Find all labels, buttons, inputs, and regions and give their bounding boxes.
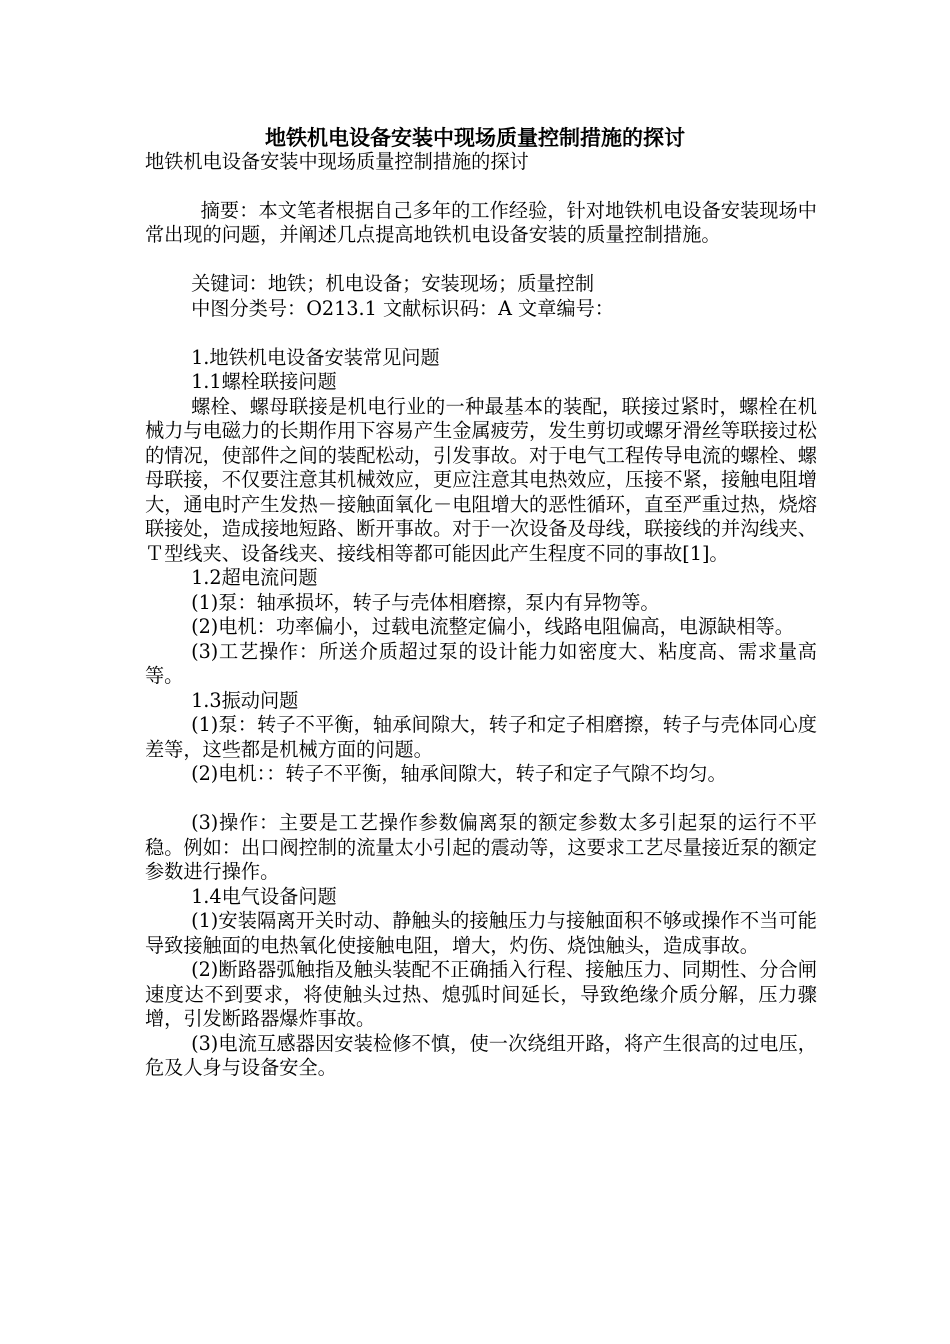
classification-line: 中图分类号：O213.1 文献标识码：A 文章编号：	[191, 296, 614, 320]
section-1-2-item-2: (2)电机：功率偏小，过载电流整定偏小，线路电阻偏高，电源缺相等。	[191, 615, 794, 638]
abstract-paragraph: 摘要：本文笔者根据自己多年的工作经验，针对地铁机电设备安装现场中常出现的问题，并阐述几点提高地铁机电设备安装的质量控制措施。	[145, 198, 817, 246]
spacer	[145, 187, 817, 199]
section-1-3-item-2: (2)电机：：转子不平衡，轴承间隙大，转子和定子气隙不均匀。	[191, 762, 727, 785]
spacer	[145, 787, 817, 812]
spacer	[145, 175, 817, 187]
section-1-2-item-3: (3)工艺操作：所送介质超过泵的设计能力如密度大、粘度高、需求量高等。	[145, 639, 817, 687]
section-1-heading: 1.地铁机电设备安装常见问题	[191, 345, 440, 369]
spacer	[145, 321, 817, 346]
document-subtitle: 地铁机电设备安装中现场质量控制措施的探讨	[145, 150, 529, 173]
section-1-4-heading: 1.4电气设备问题	[191, 884, 337, 908]
document-title: 地铁机电设备安装中现场质量控制措施的探讨	[265, 126, 685, 150]
section-1-3-item-1: (1)泵：转子不平衡，轴承间隙大，转子和定子相磨擦，转子与壳体同心度差等，这些都是机械方面的问题。	[145, 713, 817, 761]
section-1-4-item-1: (1)安装隔离开关时动、静触头的接触压力与接触面积不够或操作不当可能导致接触面的电热氧化使接触电阻，增大，灼伤、烧蚀触头，造成事故。	[145, 909, 817, 957]
section-1-2-item-1: (1)泵：轴承损坏，转子与壳体相磨擦，泵内有异物等。	[191, 590, 660, 614]
section-1-3-item-3: (3)操作：主要是工艺操作参数偏离泵的额定参数太多引起泵的运行不平稳。例如：出口阀控制的流量太小引起的震动等，这要求工艺尽量接近泵的额定参数进行操作。	[145, 811, 817, 883]
keywords-line: 关键词：地铁；机电设备；安装现场；质量控制	[191, 272, 595, 295]
spacer	[145, 248, 817, 273]
document-body	[145, 150, 817, 1081]
section-1-1-paragraph: 螺栓、螺母联接是机电行业的一种最基本的装配，联接过紧时，螺栓在机械力与电磁力的长期作用下容易产生金属疲劳，发生剪切或螺牙滑丝等联接过松的情况，使部件之间的装配松动，引发事故。对于电气工程传导电流的螺栓、螺母联接，不仅要注意其机械效应，更应注意其电热效应，压接不紧，接触电阻增大，通电时产生发热－接触面氧化－电阻增大的恶性循环，直至严重过热，烧熔联接处，造成接地短路、断开事故。对于一次设备及母线，联接线的并沟线夹、Ｔ型线夹、设备线夹、接线相等都可能因此产生程度不同的事故[1]。	[145, 394, 817, 565]
section-1-1-heading: 1.1螺栓联接问题	[191, 370, 337, 393]
section-1-4-item-3: (3)电流互感器因安装检修不慎，使一次绕组开路，将产生很高的过电压，危及人身与设备安全。	[145, 1031, 817, 1079]
section-1-3-heading: 1.3振动问题	[191, 688, 299, 712]
section-1-4-item-2: (2)断路器弧触指及触头装配不正确插入行程、接触压力、同期性、分合闸速度达不到要求，将使触头过热、熄弧时间延长，导致绝缘介质分解，压力骤增，引发断路器爆炸事故。	[145, 958, 817, 1030]
section-1-2-heading: 1.2超电流问题	[191, 566, 318, 589]
